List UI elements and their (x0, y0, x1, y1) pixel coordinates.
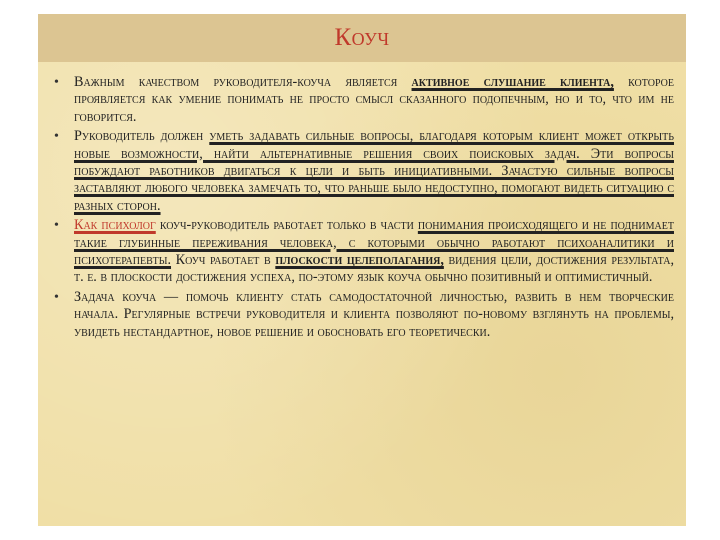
item-2-emphasis: уметь задавать сильные вопросы, благодаря которым клиент может открыть новые возможности, найти альтернативные решения своих поисковых задач. Эти вопросы побуждают работников двигаться к цели и быть инициативными. Зачастую сильные вопросы заставляют любого человека замечать то, что раньше было недоступно, помогают видеть ситуацию с разных сторон. (74, 128, 675, 214)
item-3-emphasis: понимания происходящего и не поднимает такие глубинные переживания человека, с которыми обычно работают психоаналитики и психотерапевты. (74, 217, 674, 269)
bullet-item-1 (54, 74, 674, 126)
bullet-item-3 (54, 217, 674, 287)
item-1-text: Важным качеством руководителя-коуча является (74, 74, 412, 90)
bullet-icon: • (54, 75, 59, 90)
slide (38, 14, 686, 526)
item-1-emphasis: активное слушание клиента, (411, 74, 614, 90)
bullet-item-2 (54, 128, 674, 215)
item-2-text: Руководитель должен (74, 128, 210, 145)
item-3-red-lead: Как психолог (74, 217, 156, 234)
item-4-text: Задача коуча — помочь клиенту стать самодостаточной личностью, развить в нем творческие начала. Регулярные встречи руководителя и клиента позволяют по-новому взглянуть на проблемы, увидеть нестандартное, новое решение и обосновать его теоретически. (74, 288, 674, 340)
bullet-icon: • (54, 289, 59, 305)
item-3-text-mid: Коуч работает в (171, 252, 276, 269)
slide-title: Коуч (334, 24, 390, 51)
item-3-text-end: видения цели, достижения результата, т. е. в плоскости достижения успеха, по-этому язык коуча обычно позитивный и оптимистичный. (74, 252, 675, 286)
item-1-text-end: которое проявляется как умение понимать не просто смысл сказанного подопечным, но и то, что им не говорится. (74, 74, 674, 125)
bullet-icon: • (54, 218, 59, 234)
bullet-item-4 (54, 289, 674, 341)
title-bar (38, 14, 686, 62)
item-3-text: коуч-руководитель работает только в части (155, 217, 418, 234)
bullet-icon: • (54, 129, 59, 145)
slide-content (54, 74, 674, 343)
item-3-emphasis-2: плоскости целеполагания, (275, 252, 444, 269)
